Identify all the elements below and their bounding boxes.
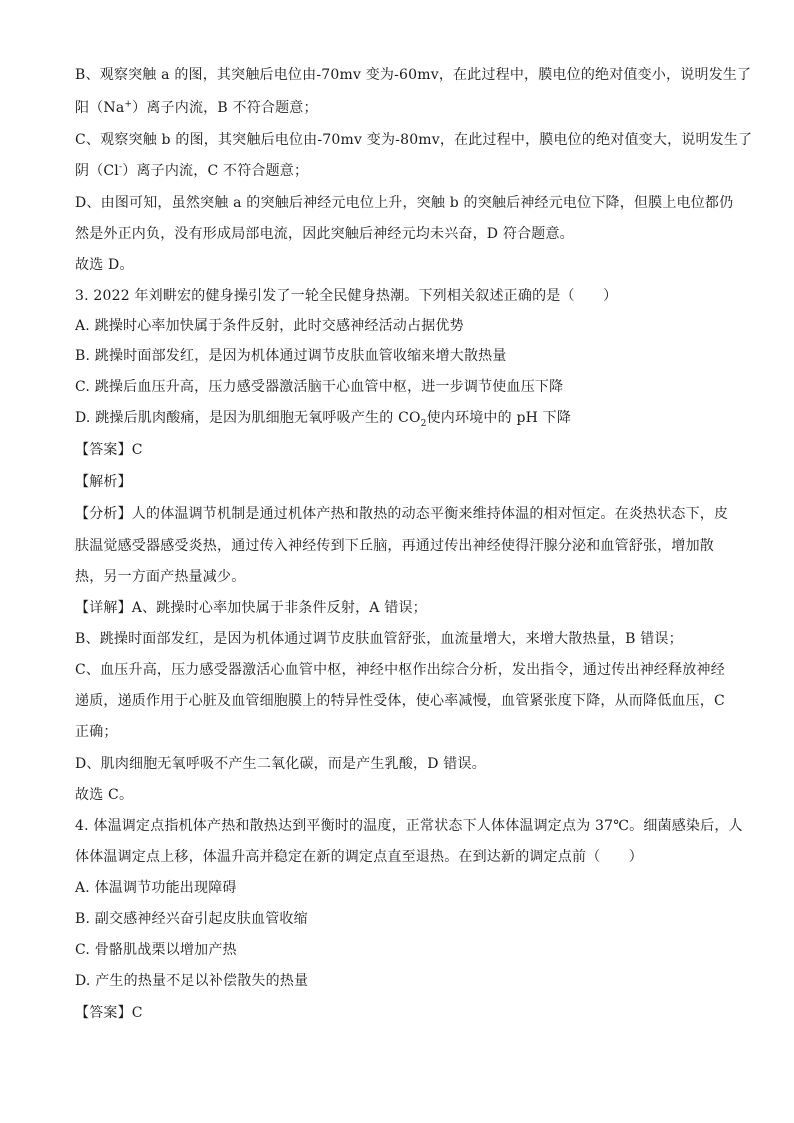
option-b: B. 跳操时面部发红，是因为机体通过调节皮肤血管收缩来增大散热量: [75, 348, 507, 364]
option-b: B. 副交感神经兴奋引起皮肤血管收缩: [75, 911, 308, 927]
text-line: 肤温觉感受器感受炎热，通过传入神经传到下丘脑，再通过传出神经使得汗腺分泌和血管舒张，增加散: [75, 538, 714, 554]
superscript: +: [124, 99, 133, 110]
option-c: C. 跳操后血压升高，压力感受器激活脑干心血管中枢，进一步调节使血压下降: [75, 379, 564, 395]
text-line: 故选 D。: [75, 257, 134, 273]
text-segment: 阴（Cl: [75, 163, 119, 179]
text-line: 【详解】A、跳操时心率加快属于非条件反射，A 错误；: [75, 600, 427, 616]
question-stem: 4. 体温调定点指机体产热和散热达到平衡时的温度，正常状态下人体体温调定点为 37℃。细菌感染后，人: [75, 818, 743, 834]
text-line: D、肌肉细胞无氧呼吸不产生二氧化碳，而是产生乳酸，D 错误。: [75, 756, 486, 772]
question-stem: 3. 2022 年刘畊宏的健身操引发了一轮全民健身热潮。下列相关叙述正确的是（ ）: [75, 288, 618, 304]
text-segment: ）离子内流，B 不符合题意；: [132, 100, 318, 116]
text-segment: ）离子内流，C 不符合题意；: [122, 163, 309, 179]
answer-label: 【答案】C: [75, 442, 143, 458]
text-line: 故选 C。: [75, 787, 134, 803]
text-line: 然是外正内负，没有形成局部电流，因此突触后神经元均未兴奋，D 符合题意。: [75, 226, 574, 242]
text-line: 【分析】人的体温调节机制是通过机体产热和散热的动态平衡来维持体温的相对恒定。在炎热状态下，皮: [75, 506, 729, 522]
option-d: [75, 408, 571, 428]
text-segment: 阳（Na: [75, 100, 125, 116]
subscript: 2: [420, 418, 427, 429]
text-line: [75, 161, 308, 181]
text-segment: D. 跳操后肌肉酸痛，是因为肌细胞无氧呼吸产生的 CO: [75, 410, 421, 426]
superscript: -: [119, 162, 123, 173]
option-a: A. 跳操时心率加快属于条件反射，此时交感神经活动占据优势: [75, 318, 464, 334]
option-c: C. 骨骼肌战栗以增加产热: [75, 942, 237, 958]
text-line: C、血压升高，压力感受器激活心血管中枢，神经中枢作出综合分析，发出指令，通过传出神经释放神经: [75, 662, 725, 678]
text-line: 递质，递质作用于心脏及血管细胞膜上的特异性受体，使心率减慢，血管紧张度下降，从而降低血压，C: [75, 693, 725, 709]
text-line: B、跳操时面部发红，是因为机体通过调节皮肤血管舒张，血流量增大，来增大散热量，B 错误；: [75, 631, 683, 647]
text-line: [75, 98, 318, 118]
text-line: 正确；: [75, 724, 118, 740]
analysis-label: 【解析】: [75, 474, 132, 490]
answer-label: 【答案】C: [75, 1005, 143, 1021]
text-line: 体体温调定点上移，体温升高并稳定在新的调定点直至退热。在到达新的调定点前（ ）: [75, 849, 643, 865]
text-line: 热，另一方面产热量减少。: [75, 569, 246, 585]
text-line: C、观察突触 b 的图，其突触后电位由-70mv 变为-80mv，在此过程中，膜电位的绝对值变大，说明发生了: [75, 132, 753, 148]
option-a: A. 体温调节功能出现障碍: [75, 880, 237, 896]
option-d: D. 产生的热量不足以补偿散失的热量: [75, 973, 309, 989]
text-segment: 使内环境中的 pH 下降: [426, 410, 572, 426]
text-line: B、观察突触 a 的图，其突触后电位由-70mv 变为-60mv，在此过程中，膜电位的绝对值变小，说明发生了: [75, 67, 752, 83]
text-line: D、由图可知，虽然突触 a 的突触后神经元电位上升，突触 b 的突触后神经元电位下降，但膜上电位都仍: [75, 195, 734, 211]
